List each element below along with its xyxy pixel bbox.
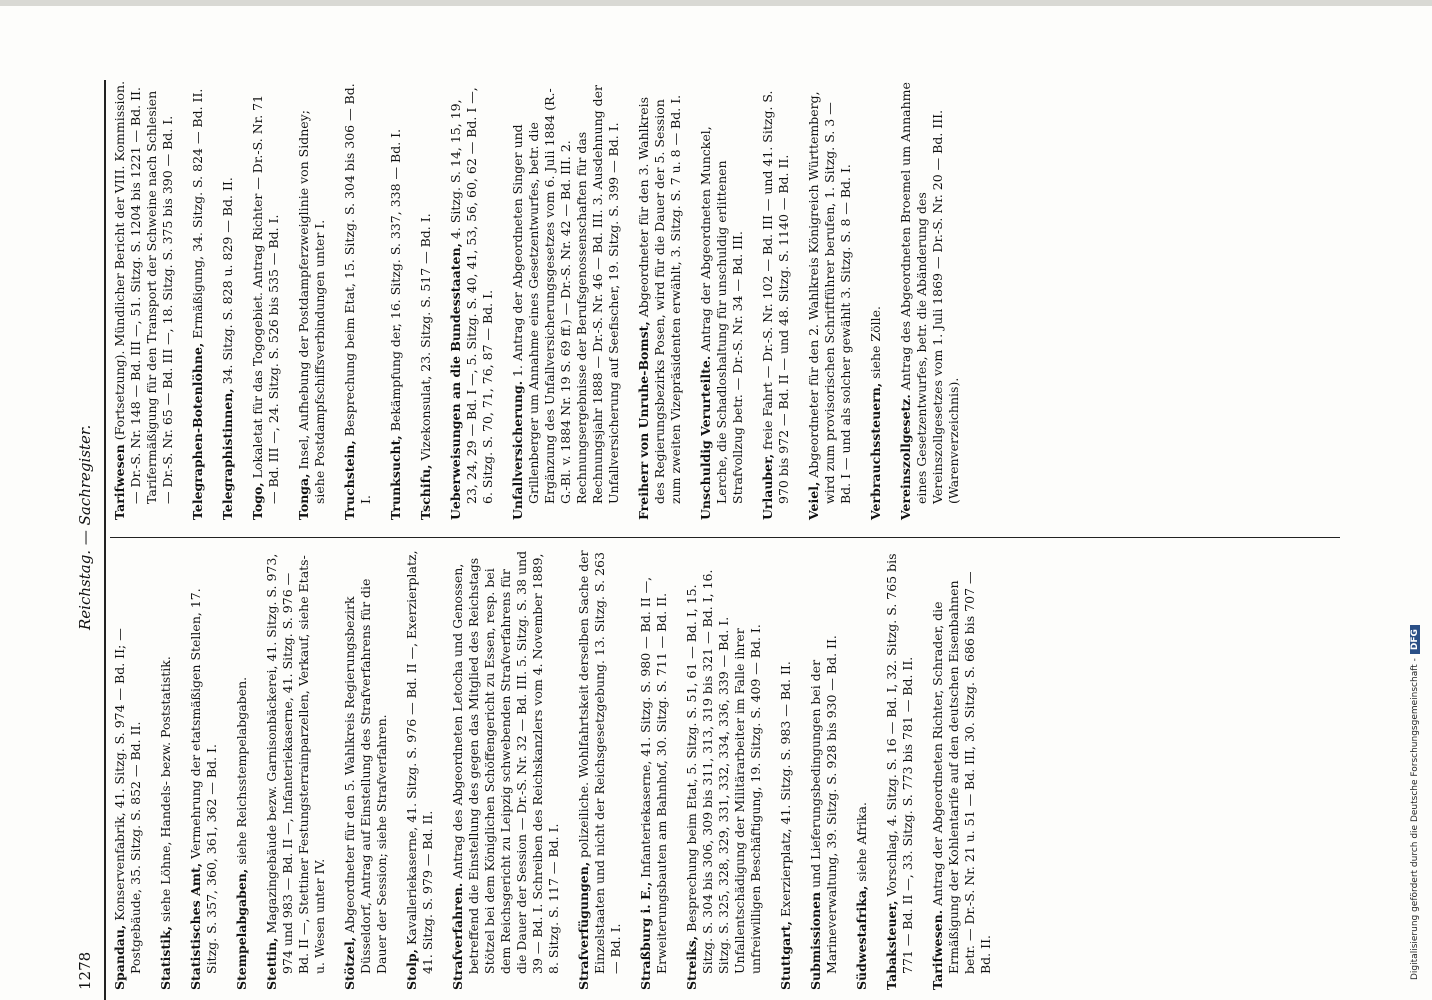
entry-keyword: Submissionen xyxy=(808,891,823,990)
entry-text: Besprechung beim Etat, 5. Sitzg. S. 51, 61 — Bd. I, 15. Sitzg. S. 304 bis 306, 309 bis 311, 313, 319 bis 321 — Bd. I, 16. Sitzg. S. 325, 328, 329, 331, 332, 334, 336, 339 — Bd. I. Unfallentschädigung der Militärarbeiter im Falle ihrer unfreiwilligen Beschäftigung, 19. Sitzg. S. 409 — Bd. I. xyxy=(684,569,763,974)
index-entry xyxy=(778,550,794,990)
entry-text: (Fortsetzung). Mündlicher Bericht der VIII. Kommission. — Dr.-S. Nr. 148 — Bd. III —, 51. Sitzg. S. 1204 bis 1221 — Bd. II. Tarifermäßigung für den Transport der Schweine nach Schlesien — Dr.-S. Nr. 65 — Bd. III —, 18. Sitzg. S. 375 bis 390 — Bd. I. xyxy=(112,80,175,504)
index-entry xyxy=(884,550,916,990)
index-entry xyxy=(638,550,670,990)
entry-text: und Lieferungsbedingungen bei der Marineverwaltung, 39. Sitzg. S. 928 bis 930 — Bd. II. xyxy=(808,635,839,974)
entry-text: siehe Afrika. xyxy=(854,802,869,882)
index-entry xyxy=(576,550,624,990)
entry-keyword: Statistisches Amt, xyxy=(188,862,203,990)
entry-keyword: Südwestafrika, xyxy=(854,885,869,990)
entry-text: Antrag des Abgeordneten Broemel um Annahme eines Gesetzentwurfes, betr. die Abänderung des Vereinszollgesetzes vom 1. Juli 1869 — Dr.-S. Nr. 20 — Bd. III. (Warenverzeichnis). xyxy=(898,82,961,504)
index-entry xyxy=(510,80,622,520)
entry-keyword: Telegraphen-Botenlöhne, xyxy=(190,342,205,520)
entry-keyword: Stötzel, xyxy=(342,936,357,990)
entry-keyword: Truchstein, xyxy=(342,440,357,520)
entry-keyword: Strafverfügungen, xyxy=(576,861,591,990)
entry-text: siehe Zölle. xyxy=(868,306,883,379)
entry-text: Kavalleriekaserne, 41. Sitzg. S. 976 — Bd. II —, Exerzierplatz, 41. Sitzg. S. 979 — Bd. II. xyxy=(404,550,435,974)
entry-keyword: Stettin, xyxy=(264,937,279,990)
entry-keyword: Tonga, xyxy=(296,473,311,520)
left-column xyxy=(112,550,1008,990)
index-entry xyxy=(112,80,176,520)
entry-keyword: Stempelabgaben, xyxy=(234,868,249,990)
entry-keyword: Tschifu, xyxy=(418,464,433,520)
entry-keyword: Verbrauchssteuern, xyxy=(868,382,883,520)
index-entry xyxy=(342,80,374,520)
entry-text: Vorschlag, 4. Sitzg. S. 16 — Bd. I, 32. Sitzg. S. 765 bis 771 — Bd. II —, 33. Sitzg. S. 773 bis 781 — Bd. II. xyxy=(884,553,915,974)
entry-text: Antrag des Abgeordneten Letocha und Genossen, betreffend die Einstellung des gegen das Mitglied des Reichstags Stötzel bei dem Königlichen Schöffengericht zu Essen, resp. bei dem Reichsgericht zu Leipzig schwebenden Strafverfahrens für die Dauer der Session — Dr.-S. Nr. 32 — Bd. III. 5. Sitzg. S. 38 und 39 — Bd. I. Schreiben des Reichskanzlers vom 4. November 1889, 8. Sitzg. S. 117 — Bd. I. xyxy=(450,550,561,974)
entry-keyword: Telegraphistinnen, xyxy=(220,388,235,520)
entry-keyword: Stuttgart, xyxy=(778,921,793,990)
entry-text: Konservenfabrik, 41. Sitzg. S. 974 — Bd. II; — Postgebäude, 35. Sitzg. S. 852 — Bd. II. xyxy=(112,628,143,974)
entry-keyword: Togo, xyxy=(250,482,265,520)
index-entry xyxy=(296,80,328,520)
entry-text: Insel, Aufhebung der Postdampferzweiglinie von Sidney; siehe Postdampfschiffsverbindungen unter I. xyxy=(296,110,327,504)
entry-text: Bekämpfung der, 16. Sitzg. S. 337, 338 — Bd. I. xyxy=(388,128,403,432)
entry-text: Besprechung beim Etat, 15. Sitzg. S. 304 bis 306 — Bd. I. xyxy=(342,83,373,504)
index-entry xyxy=(404,550,436,990)
entry-text: siehe Löhne, Handels- bezw. Poststatistik. xyxy=(158,656,173,923)
entry-text: Ermäßigung, 34. Sitzg. S. 824 — Bd. II. xyxy=(190,88,205,339)
entry-keyword: Unfallversicherung. xyxy=(510,380,525,520)
entry-text: Magazingebäude bezw. Garnisonbäckerei, 41. Sitzg. S. 973, 974 und 983 — Bd. II —, Infanteriekaserne, 41. Sitzg. S. 976 — Bd. II —, Stettiner Festungsterrainparzellen, Verkauf, siehe Etats- u. Wesen unter IV. xyxy=(264,553,327,974)
entry-text: polizeiliche. Wohlfahrtskeit derselben Sache der Einzelstaaten und nicht der Reichsgesetzgebung. 13. Sitzg. S. 263 — Bd. I. xyxy=(576,550,623,974)
dfg-logo: DFG xyxy=(1410,625,1420,654)
entry-text: Infanteriekaserne, 41. Sitzg. S. 980 — Bd. II —, Erweiterungsbauten am Bahnhof, 30. Sitzg. S. 711 — Bd. II. xyxy=(638,576,669,974)
entry-text: Lokaletat für das Togogebiet. Antrag Richter — Dr.-S. Nr. 71 — Bd. III —, 24. Sitzg. S. 526 bis 535 — Bd. I. xyxy=(250,94,281,504)
index-entry xyxy=(636,80,684,520)
running-title: Reichstag. — Sachregister. xyxy=(76,424,94,630)
index-entry xyxy=(220,80,236,520)
index-entry xyxy=(188,550,220,990)
entry-keyword: Tarifwesen. xyxy=(930,909,945,990)
entry-text: Antrag der Abgeordneten Richter, Schrader, die Ermäßigung der Kohlentarife auf den deutschen Eisenbahnen betr. — Dr.-S. Nr. 21 u. 51 — Bd. III, 30. Sitzg. S. 686 bis 707 — Bd. II. xyxy=(930,571,993,974)
entry-text: Exerzierplatz, 41. Sitzg. S. 983 — Bd. II. xyxy=(778,661,793,918)
entry-keyword: Stolp, xyxy=(404,949,419,990)
right-column xyxy=(112,80,976,520)
entry-keyword: Spandau, xyxy=(112,924,127,990)
index-entry xyxy=(418,80,434,520)
index-entry xyxy=(264,550,328,990)
index-entry xyxy=(868,80,884,520)
index-entry xyxy=(898,80,962,520)
index-entry xyxy=(112,550,144,990)
entry-text: Abgeordneter für den 3. Wahlkreis des Regierungsbezirks Posen, wird für die Dauer der 5. Session zum zweiten Vizepräsidenten erwählt, 3. Sitzg. S. 7 u. 8 — Bd. I. xyxy=(636,94,683,504)
entry-keyword: Streiks, xyxy=(684,935,699,990)
index-entry xyxy=(684,550,764,990)
entry-text: Antrag der Abgeordneten Munckel, Lerche, die Schadloshaltung für unschuldig erlittenen Strafvollzug betr. — Dr.-S. Nr. 34 — Bd. III. xyxy=(698,126,745,504)
entry-keyword: Tarifwesen xyxy=(112,444,127,520)
entry-keyword: Straßburg i. E., xyxy=(638,881,653,990)
entry-keyword: Trunksucht, xyxy=(388,435,403,520)
index-entry xyxy=(342,550,390,990)
header-rule xyxy=(104,80,106,1000)
entry-keyword: Vereinszollgesetz. xyxy=(898,394,913,520)
index-entry xyxy=(190,80,206,520)
entry-keyword: Urlauber, xyxy=(760,453,775,520)
index-entry xyxy=(158,550,174,990)
scan-edge xyxy=(0,0,1432,6)
page-number: 1278 xyxy=(76,951,94,990)
entry-keyword: Freiherr von Unruhe-Bomst, xyxy=(636,321,651,520)
entry-keyword: Tabaksteuer, xyxy=(884,900,899,990)
entry-text: Vermehrung der etatsmäßigen Stellen, 17. Sitzg. S. 357, 360, 361, 362 — Bd. I. xyxy=(188,588,219,974)
entry-keyword: Unschuldig Verurteilte. xyxy=(698,355,713,520)
entry-keyword: Ueberweisungen an die Bundesstaaten, xyxy=(448,243,463,520)
index-entry xyxy=(234,550,250,990)
entry-text: Abgeordneter für den 5. Wahlkreis Regierungsbezirk Düsseldorf, Antrag auf Einstellung des Strafverfahrens für die Dauer der Session; siehe Strafverfahren. xyxy=(342,578,389,974)
entry-text: 1. Antrag der Abgeordneten Singer und Grillenberger um Annahme eines Gesetzentwurfes, betr. die Ergänzung des Unfallversicherungsgesetzes vom 6. Juli 1884 (R.-G.-Bl. v. 1884 Nr. 19 S. 69 ff.) — Dr.-S. Nr. 42 — Bd. III. 2. Rechnungsergebnisse der Berufsgenossenschaften für das Rechnungsjahr 1888 — Dr.-S. Nr. 46 — Bd. III. 3. Ausdehnung der Unfallversicherung auf Seefischer, 19. Sitzg. S. 399 — Bd. I. xyxy=(510,85,621,504)
entry-keyword: Strafverfahren. xyxy=(450,882,465,990)
index-entry xyxy=(930,550,994,990)
rotated-content xyxy=(70,70,1370,1000)
index-entry xyxy=(250,80,282,520)
index-entry xyxy=(808,550,840,990)
entry-keyword: Veiel, xyxy=(806,481,821,520)
index-entry xyxy=(854,550,870,990)
entry-text: 4. Sitzg. S. 14, 15, 19, 23, 24, 29 — Bd. I —, 5. Sitzg. S. 40, 41, 53, 56, 60, 62 — Bd. I —, 6. Sitzg. S. 70, 71, 76, 87 — Bd. I. xyxy=(448,87,495,504)
index-entry xyxy=(448,80,496,520)
index-entry xyxy=(806,80,854,520)
entry-text: Abgeordneter für den 2. Wahlkreis Königreich Württemberg, wird zum provisorischen Schriftführer berufen, 1. Sitzg. S. 3 — Bd. I — und als solcher gewählt 3. Sitzg. S. 8 — Bd. I. xyxy=(806,91,853,504)
entry-text: freie Fahrt — Dr.-S. Nr. 102 — Bd. III — und 41. Sitzg. S. 970 bis 972 — Bd. II — und 48. Sitzg. S. 1140 — Bd. II. xyxy=(760,90,791,504)
entry-text: 34. Sitzg. S. 828 u. 829 — Bd. II. xyxy=(220,177,235,385)
credit-text: Digitalisierung gefördert durch die Deutsche Forschungsgemeinschaft - xyxy=(1410,658,1420,980)
entry-text: siehe Reichsstempelabgaben. xyxy=(234,676,249,865)
index-entry xyxy=(388,80,404,520)
index-entry xyxy=(698,80,746,520)
side-credit xyxy=(1410,20,1424,980)
entry-keyword: Statistik, xyxy=(158,926,173,990)
index-entry xyxy=(450,550,562,990)
index-entry xyxy=(760,80,792,520)
column-divider xyxy=(110,537,1340,538)
entry-text: Vizekonsulat, 23. Sitzg. S. 517 — Bd. I. xyxy=(418,213,433,461)
